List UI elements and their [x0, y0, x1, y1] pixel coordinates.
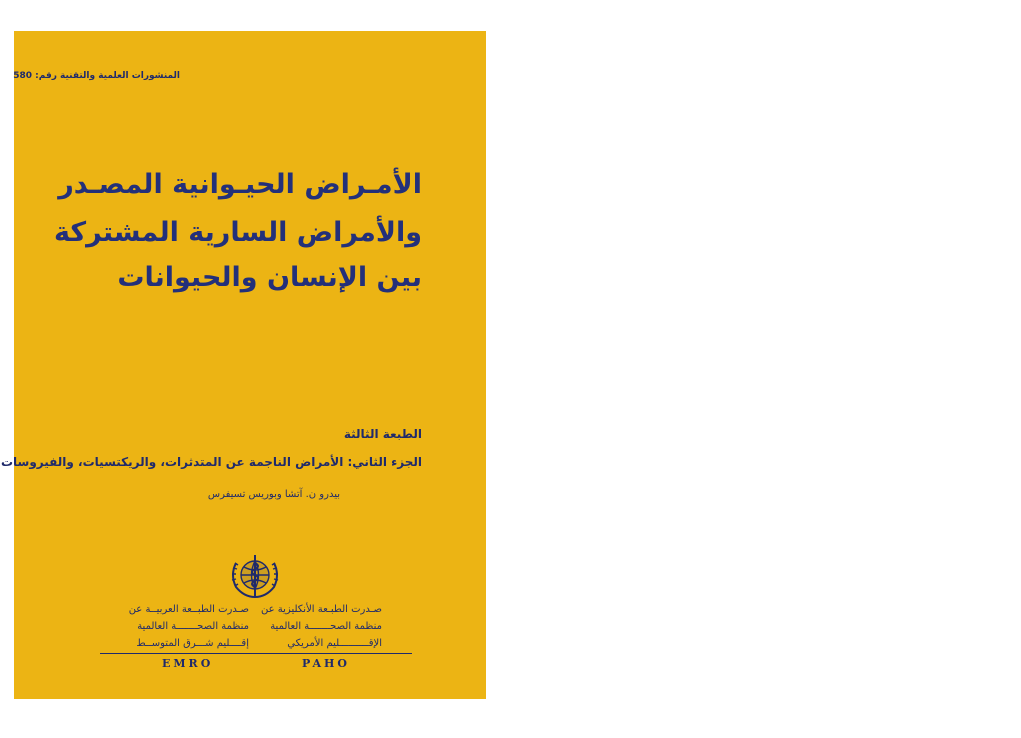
publisher-english-line-3: الإقــــــــــليم الأمريكي — [287, 638, 382, 649]
divider — [100, 653, 412, 654]
publisher-english-edition — [261, 601, 382, 652]
title-line-1: الأمـراض الحيـوانية المصـدر — [58, 169, 422, 200]
title-line-2: والأمراض السارية المشتركة — [54, 217, 422, 248]
org-emro: EMRO — [162, 657, 214, 670]
org-paho: PAHO — [302, 657, 350, 670]
publisher-english-line-2: منظمة الصحـــــــة العالمية — [270, 621, 382, 632]
title-line-3: بين الإنسان والحيوانات — [117, 262, 422, 293]
book-cover — [0, 31, 486, 699]
publisher-arabic-line-1: صـدرت الطبــعة العربيــة عن — [128, 604, 249, 615]
publisher-english-line-1: صـدرت الطبـعة الأنكليزية عن — [261, 604, 382, 615]
series-number: المنشورات العلمية والتقنية رقم: 580 — [13, 71, 180, 81]
who-emblem-icon — [226, 551, 284, 601]
publisher-arabic-edition — [129, 601, 249, 652]
publisher-arabic-line-3: إقــــليم شـــرق المتوســط — [136, 638, 249, 649]
publisher-arabic-line-2: منظمة الصحـــــــة العالمية — [137, 621, 249, 632]
part-subtitle: الجزء الثاني: الأمراض الناجمة عن المتدثرات، والريكتسيات، والفيروسات — [0, 455, 422, 469]
edition: الطبعة الثالثة — [343, 427, 422, 441]
authors: بيدرو ن. آتشا وبوريس تسيفرس — [207, 489, 340, 500]
